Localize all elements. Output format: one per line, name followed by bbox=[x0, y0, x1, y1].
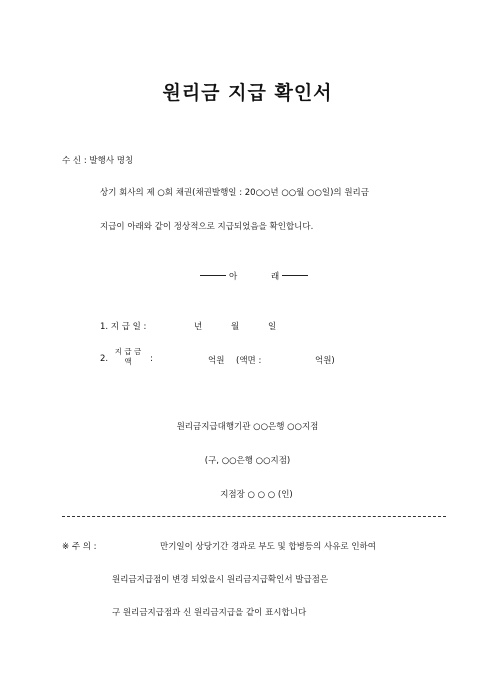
payment-date-label: 1. 지 급 일 : bbox=[100, 322, 147, 332]
paying-agent: 원리금지급대행기관 ○○은행 ○○지점 bbox=[176, 422, 319, 432]
body-text-line-1: 상기 회사의 제 ○회 채권(채권발행일 : 20○○년 ○○월 ○○일)의 원리금 bbox=[100, 188, 369, 198]
heading-dash-right bbox=[282, 275, 308, 276]
payment-amount-label-top: 지 급 금 bbox=[114, 347, 142, 356]
payment-date-month: 월 bbox=[231, 322, 240, 332]
face-value-close: 억원) bbox=[315, 356, 335, 366]
heading-dash-left bbox=[200, 275, 226, 276]
payment-date-year: 년 bbox=[194, 322, 203, 332]
face-value-open: (액면 : bbox=[236, 356, 262, 366]
payment-amount-unit: 억원 bbox=[208, 356, 225, 366]
document-title: 원리금 지급 확인서 bbox=[162, 82, 333, 104]
note-line-2: 원리금지급점이 변경 되었을시 원리금지급확인서 발급점은 bbox=[112, 575, 329, 585]
note-label: ※ 주 의 : bbox=[62, 542, 97, 552]
payment-date-day: 일 bbox=[268, 322, 277, 332]
note-line-3: 구 원리금지급점과 신 원리금지급을 같이 표시합니다 bbox=[112, 608, 307, 618]
heading-char-2: 래 bbox=[271, 272, 280, 282]
body-text-line-2: 지급이 아래와 같이 정상적으로 지급되었음을 확인합니다. bbox=[100, 222, 314, 232]
former-branch: (구, ○○은행 ○○지점) bbox=[204, 456, 291, 466]
payment-amount-label-bottom: 액 bbox=[124, 357, 132, 366]
payment-amount-number: 2. bbox=[100, 354, 109, 364]
branch-manager-signature: 지점장 ○ ○ ○ (인) bbox=[220, 490, 293, 500]
note-line-1: 만기일이 상당기간 경과로 부도 및 합병등의 사유로 인하여 bbox=[160, 542, 376, 552]
payment-amount-row bbox=[100, 347, 350, 371]
heading-char-1: 아 bbox=[229, 272, 238, 282]
recipient-line: 수 신 : 발행사 명칭 bbox=[62, 156, 134, 166]
dashed-divider bbox=[62, 516, 446, 517]
payment-amount-colon: : bbox=[150, 354, 153, 364]
